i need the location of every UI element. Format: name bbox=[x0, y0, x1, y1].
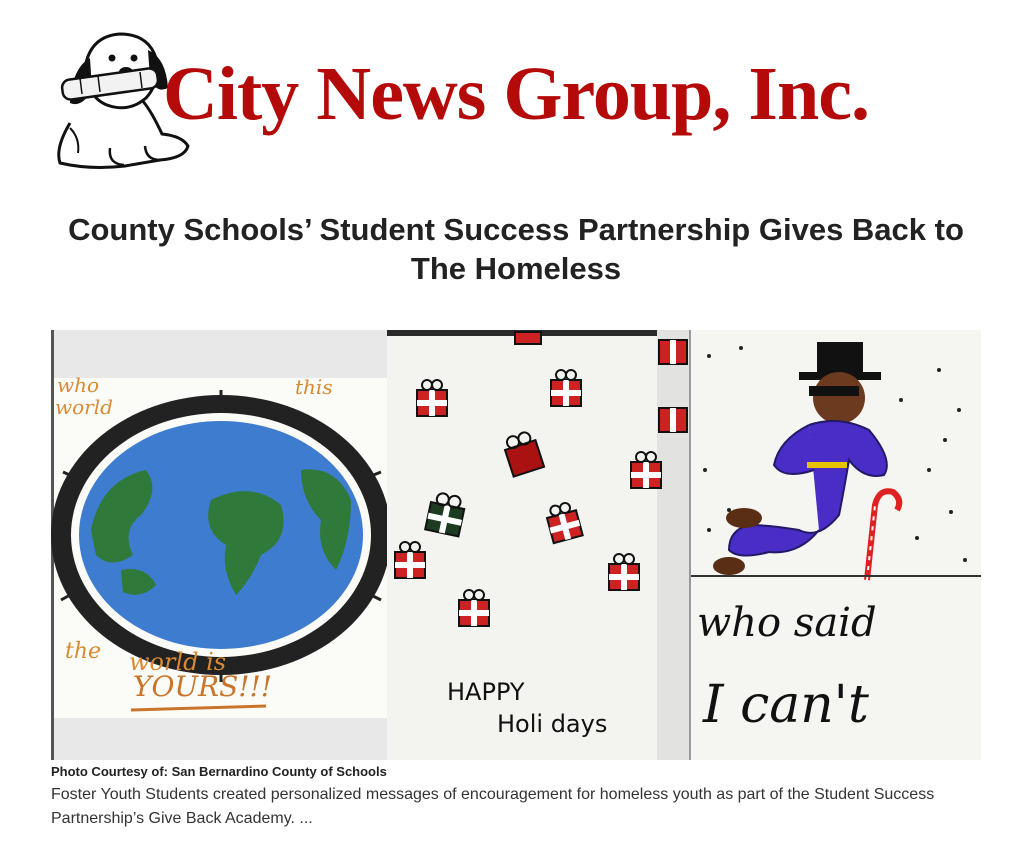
drawing-word-happy: HAPPY bbox=[447, 678, 525, 706]
drawing-figure bbox=[689, 330, 981, 760]
photo-credit: Photo Courtesy of: San Bernardino County of Schools bbox=[51, 764, 387, 779]
drawing-word-who: who bbox=[57, 373, 100, 397]
drawing-word-this: this bbox=[295, 375, 333, 399]
drawing-word-i-cant: I can't bbox=[703, 675, 869, 735]
drawing-word-holidays: Holi days bbox=[497, 710, 608, 738]
drawing-word-world-is: world is bbox=[129, 648, 227, 676]
masthead bbox=[50, 28, 980, 178]
drawing-word-world: world bbox=[55, 395, 113, 419]
drawing-word-the: the bbox=[65, 639, 102, 664]
brand-name[interactable]: City News Group, Inc. bbox=[163, 52, 869, 136]
drawing-globe bbox=[51, 330, 387, 760]
article-title[interactable]: County Schools’ Student Success Partnership Gives Back to The Homeless bbox=[68, 212, 964, 286]
article-photo[interactable] bbox=[51, 330, 981, 760]
article-excerpt: Foster Youth Students created personalized messages of encouragement for homeless youth as part of the Student Success Partnership’s Give Back Academy. ... bbox=[51, 786, 935, 827]
drawing-gifts bbox=[387, 330, 689, 760]
drawing-word-who-said: who said bbox=[697, 600, 877, 646]
drawing-word-yours: YOURS!!! bbox=[133, 670, 273, 703]
